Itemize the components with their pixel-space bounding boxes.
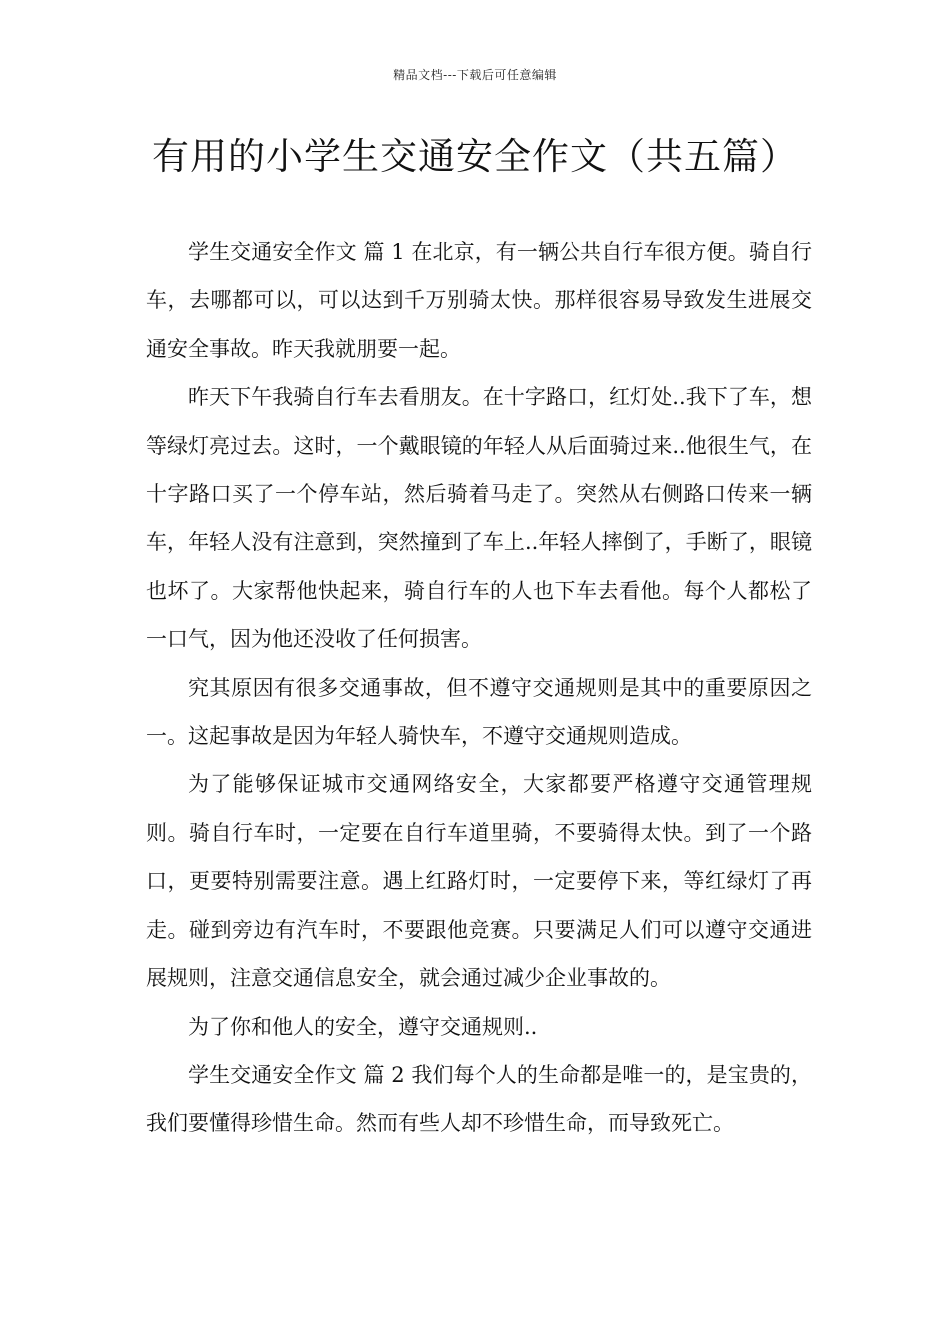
paragraph: 昨天下午我骑自行车去看朋友。在十字路口，红灯处..我下了车，想等绿灯亮过去。这时，一个戴眼镜的年轻人从后面骑过来..他很生气，在十字路口买了一个停车站，然后骑着马走了。突然从右侧路口传来一辆车，年轻人没有注意到，突然撞到了车上..年轻人摔倒了，手断了，眼镜也坏了。大家帮他快起来，骑自行车的人也下车去看他。每个人都松了一口气，因为他还没收了任何损害。 [146,385,812,652]
paragraph: 学生交通安全作文 篇 2 我们每个人的生命都是唯一的，是宝贵的，我们要懂得珍惜生命。然而有些人却不珍惜生命，而导致死亡。 [146,1062,812,1136]
paragraph: 究其原因有很多交通事故，但不遵守交通规则是其中的重要原因之一。这起事故是因为年轻人骑快车，不遵守交通规则造成。 [146,675,812,749]
header-note: 精品文档---下载后可任意编辑 [393,68,557,82]
paragraph: 为了能够保证城市交通网络安全，大家都要严格遵守交通管理规则。骑自行车时，一定要在自行车道里骑，不要骑得太快。到了一个路口，更要特别需要注意。遇上红路灯时，一定要停下来，等红绿灯了再走。碰到旁边有汽车时，不要跟他竞赛。只要满足人们可以遵守交通进展规则，注意交通信息安全，就会通过减少企业事故的。 [146,772,812,991]
paragraph: 学生交通安全作文 篇 1 在北京，有一辆公共自行车很方便。骑自行车，去哪都可以，可以达到千万别骑太快。那样很容易导致发生进展交通安全事故。昨天我就朋要一起。 [146,240,812,361]
document-body [146,228,812,1148]
paragraph: 为了你和他人的安全，遵守交通规则.. [188,1014,538,1039]
document-title: 有用的小学生交通安全作文（共五篇） [152,135,798,178]
